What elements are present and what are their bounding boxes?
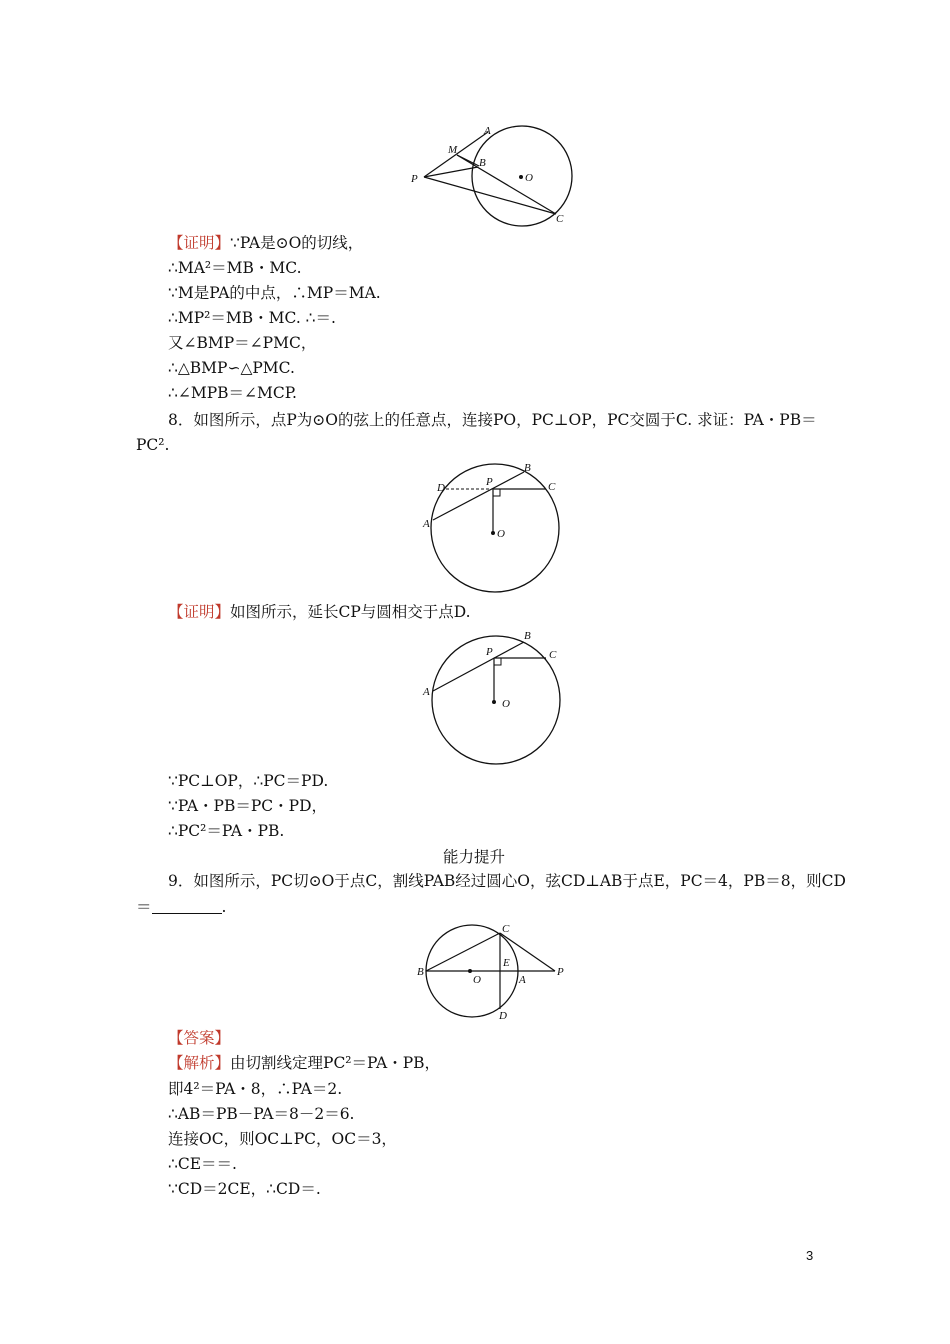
question-8-text: PC². [136, 436, 170, 454]
label-E: E [503, 957, 510, 969]
label-D: D [499, 1010, 507, 1022]
question-8-text: 8．如图所示，点P为⊙O的弦上的任意点，连接PO，PC⊥OP，PC交圆于C. 求证：PA・PB＝ [168, 411, 817, 429]
label-P: P [557, 966, 564, 978]
proof-tag: 【证明】 [168, 603, 231, 621]
label-A: A [423, 686, 430, 698]
proof-line: 【证明】∵PA是⊙O的切线， [168, 234, 364, 252]
label-B: B [524, 462, 531, 474]
proof-line: ∵PC⊥OP，∴PC＝PD. [168, 772, 329, 790]
label-P: P [411, 173, 418, 185]
page-number: 3 [806, 1248, 814, 1263]
answer-tag: 【答案】 [168, 1029, 231, 1047]
label-C: C [548, 481, 556, 493]
label-C: C [502, 923, 510, 935]
question-9-text: 9．如图所示，PC切⊙O于点C，割线PAB经过圆心O，弦CD⊥AB于点E，PC＝4，PB＝8，则CD [168, 872, 846, 890]
proof-tag: 【证明】 [168, 234, 231, 252]
label-P: P [486, 646, 493, 658]
label-B: B [524, 630, 531, 642]
proof-line: 【证明】如图所示，延长CP与圆相交于点D. [168, 603, 471, 621]
proof-line: ∴MA²＝MB・MC. [168, 259, 302, 277]
label-O: O [473, 974, 481, 986]
question-9-text: ＝ . [136, 898, 227, 916]
proof-line: ∴MP²＝MB・MC. ∴＝. [168, 309, 336, 327]
analysis-line: 连接OC，则OC⊥PC，OC＝3， [168, 1130, 397, 1148]
proof-line: ∴∠MPB＝∠MCP. [168, 384, 297, 402]
analysis-line: ∴CE＝＝. [168, 1155, 237, 1173]
analysis-line: ∴AB＝PB－PA＝8－2＝6. [168, 1105, 355, 1123]
proof-line: ∵PA・PB＝PC・PD， [168, 797, 328, 815]
label-A: A [484, 125, 491, 137]
analysis-line: ∵CD＝2CE，∴CD＝. [168, 1180, 321, 1198]
label-O: O [502, 698, 510, 710]
label-C: C [549, 649, 557, 661]
label-M: M [448, 144, 458, 156]
proof-line: ∴△BMP∽△PMC. [168, 359, 295, 377]
label-O: O [525, 172, 533, 184]
label-A: A [519, 974, 526, 986]
analysis-tag: 【解析】 [168, 1054, 231, 1072]
label-B: B [417, 966, 424, 978]
label-C: C [556, 213, 564, 225]
label-O: O [497, 528, 505, 540]
section-title: 能力提升 [443, 848, 506, 866]
label-A: A [423, 518, 430, 530]
proof-line: 又∠BMP＝∠PMC， [168, 334, 317, 352]
label-D: D [437, 482, 445, 494]
label-P: P [486, 476, 493, 488]
proof-line: ∵M是PA的中点，∴MP＝MA. [168, 284, 381, 302]
analysis-line: 【解析】由切割线定理PC²＝PA・PB， [168, 1054, 441, 1072]
answer-line [168, 1027, 230, 1049]
label-B: B [479, 157, 486, 169]
proof-line: ∴PC²＝PA・PB. [168, 822, 285, 840]
analysis-line: 即4²＝PA・8，∴PA＝2. [168, 1080, 343, 1098]
